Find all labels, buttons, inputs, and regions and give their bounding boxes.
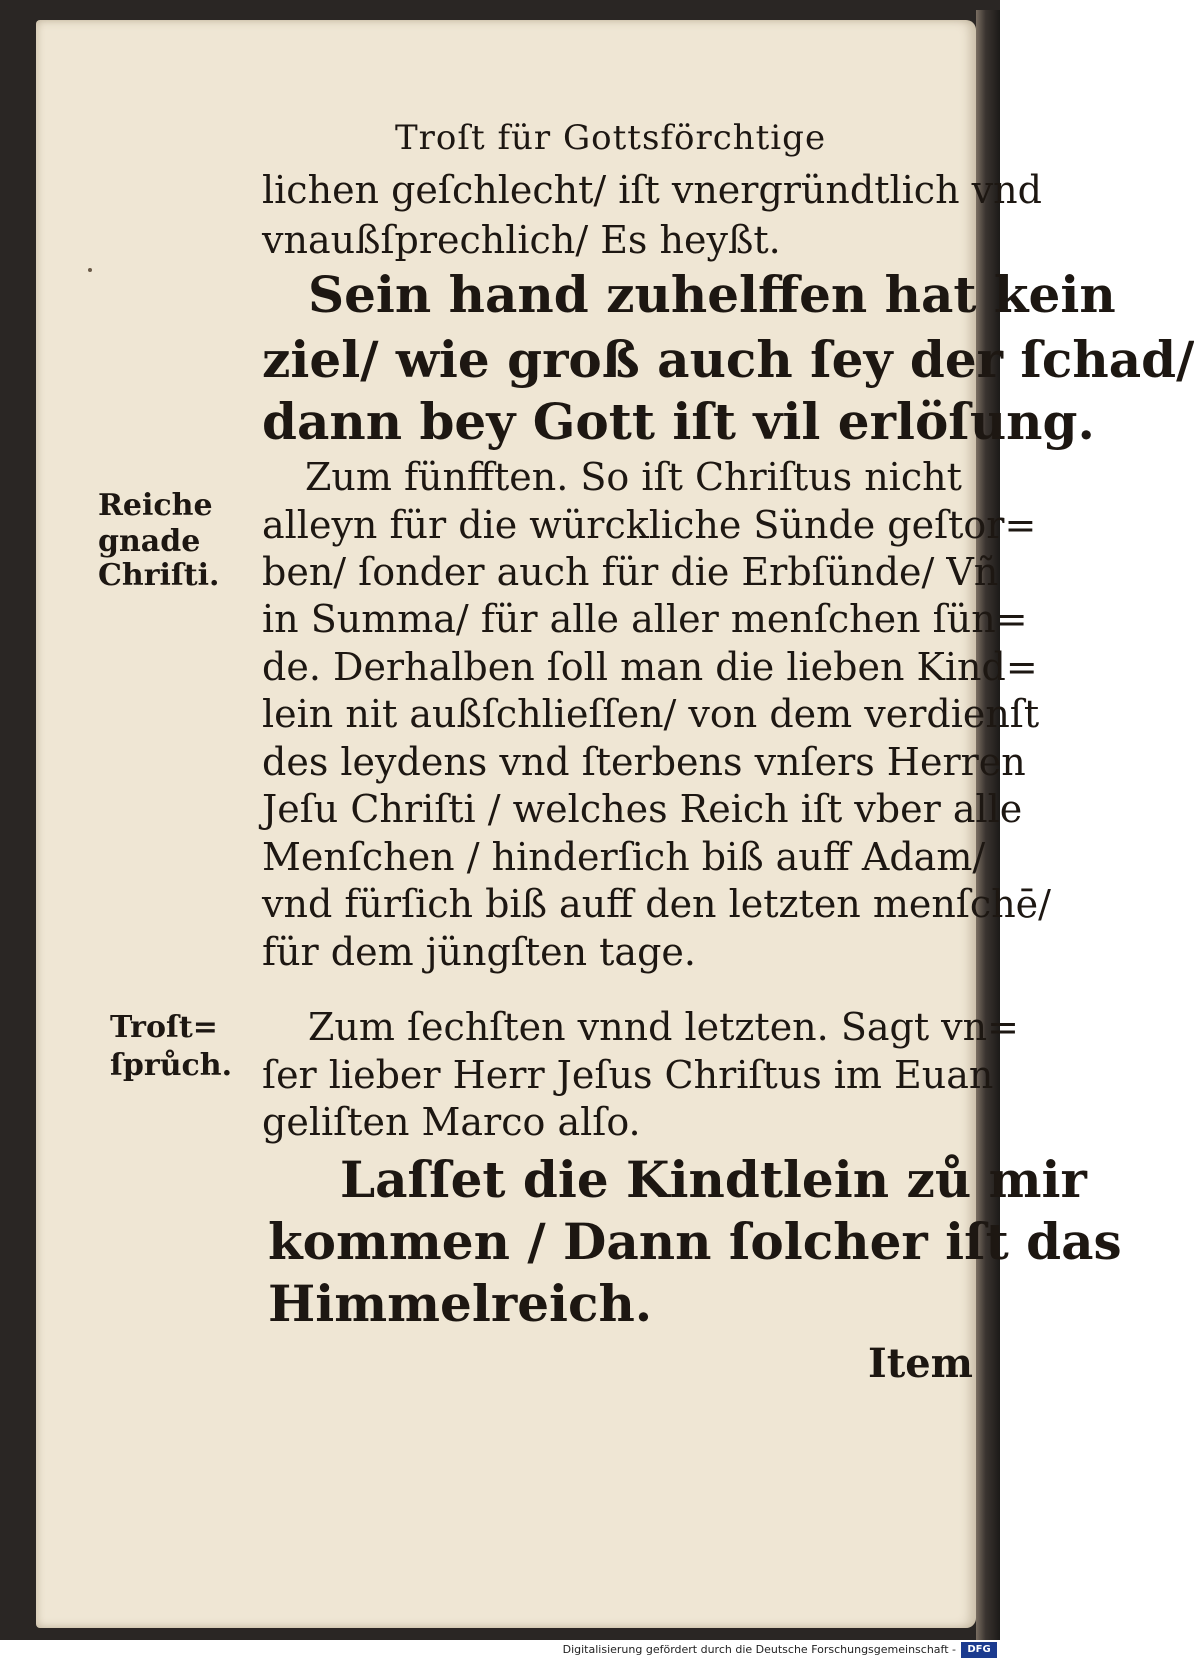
margin-note-gnade: gnade: [98, 524, 201, 559]
margin-note-reiche: Reiche: [98, 488, 213, 523]
quote-line-1: Laſſet die Kindtlein zů mir: [340, 1150, 1087, 1209]
margin-note-christi: Chriſti.: [98, 558, 220, 593]
text-line-6: Zum fünfften. So iſt Chriſtus nicht: [305, 455, 962, 499]
paper-speck: [88, 268, 92, 272]
verse-line-2: ziel/ wie groß auch ſey der ſchad/: [262, 330, 1194, 389]
text-line-14: Menſchen / hinderſich biß auff Adam/: [262, 835, 986, 879]
text-line-12: des leydens vnd ſterbens vnſers Herren: [262, 740, 1026, 784]
quote-line-3: Himmelreich.: [268, 1274, 653, 1333]
quote-line-2: kommen / Dann ſolcher iſt das: [268, 1212, 1122, 1271]
text-line-15: vnd fürſich biß auff den letzten menſchē/: [262, 882, 1051, 926]
text-line-17: Zum ſechſten vnnd letzten. Sagt vn=: [308, 1005, 1019, 1049]
verse-line-3: dann bey Gott iſt vil erlöſung.: [262, 392, 1095, 451]
funding-credit: Digitalisierung gefördert durch die Deutsche Forschungsgemeinschaft -: [562, 1643, 956, 1656]
text-line-9: in Summa/ für alle aller menſchen ſün=: [262, 597, 1028, 641]
margin-note-spruch: ſprůch.: [110, 1048, 233, 1083]
text-line-19: geliſten Marco alſo.: [262, 1100, 641, 1144]
catchword: Item: [868, 1340, 973, 1387]
text-line-11: lein nit außſchlieſſen/ von dem verdienſt: [262, 692, 1040, 736]
text-line-16: für dem jüngſten tage.: [262, 930, 696, 974]
text-line-18: ſer lieber Herr Jeſus Chriſtus im Euan: [262, 1053, 994, 1097]
text-line-1: lichen geſchlecht/ iſt vnergründtlich vnd: [262, 168, 1042, 212]
margin-note-trost: Troſt=: [110, 1010, 218, 1045]
text-line-10: de. Derhalben ſoll man die lieben Kind=: [262, 645, 1038, 689]
dfg-logo: DFG: [961, 1642, 997, 1658]
text-line-2: vnaußſprechlich/ Es heyßt.: [262, 218, 781, 262]
text-line-13: Jeſu Chriſti / welches Reich iſt vber alle: [262, 787, 1023, 831]
verse-line-1: Sein hand zuhelffen hat kein: [308, 265, 1116, 324]
text-line-8: ben/ ſonder auch für die Erbſünde/ Vñ: [262, 550, 999, 594]
text-line-7: alleyn für die würckliche Sünde geſtor=: [262, 503, 1037, 547]
running-header: Troſt für Gottsförchtige: [395, 118, 827, 158]
